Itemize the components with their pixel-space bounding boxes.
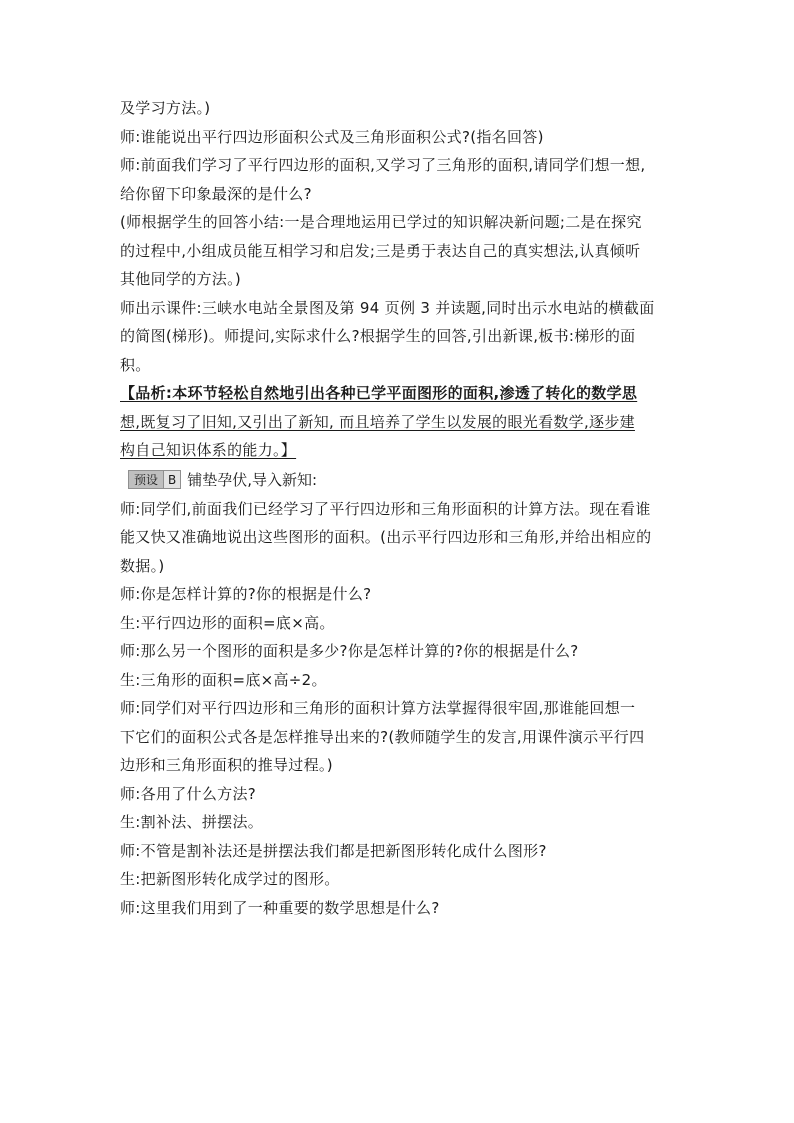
text-line: 生:平行四边形的面积=底×高。 [120, 613, 335, 632]
text-line: 师:那么另一个图形的面积是多少?你是怎样计算的?你的根据是什么? [120, 642, 579, 660]
preset-badge [128, 470, 181, 489]
text-line: 生:把新图形转化成学过的图形。 [120, 870, 340, 888]
text-line: (师根据学生的回答小结:一是合理地运用已学过的知识解决新问题;二是在探究 [120, 213, 642, 231]
text-line: 其他同学的方法。) [120, 270, 242, 288]
text-line: 的过程中,小组成员能互相学习和启发;三是勇于表达自己的真实想法,认真倾听 [120, 241, 641, 260]
text-line: 师:前面我们学习了平行四边形的面积,又学习了三角形的面积,请同学们想一想, [120, 156, 646, 174]
text-line: 师:你是怎样计算的?你的根据是什么? [120, 585, 372, 603]
text-line: 边形和三角形面积的推导过程。) [120, 756, 333, 774]
text-line: 的简图(梯形)。师提问,实际求什么?根据学生的回答,引出新课,板书:梯形的面 [120, 327, 636, 345]
preset-title: 铺垫孕伏,导入新知: [187, 470, 318, 489]
analysis-line: 【品析:本环节轻松自然地引出各种已学平面图形的面积,渗透了转化的数学思 [120, 384, 638, 402]
text-line: 数据。) [120, 556, 165, 575]
text-line: 师出示课件:三峡水电站全景图及第 94 页例 3 并读题,同时出示水电站的横截面 [120, 298, 655, 317]
text-line: 给你留下印象最深的是什么? [120, 184, 312, 203]
analysis-line: 想,既复习了旧知,又引出了新知, 而且培养了学生以发展的眼光看数学,逐步建 [120, 412, 635, 431]
preset-badge-letter: B [163, 471, 180, 488]
preset-badge-label: 预设 [129, 471, 163, 488]
text-line: 及学习方法。) [120, 99, 211, 117]
text-line: 能又快又准确地说出这些图形的面积。(出示平行四边形和三角形,并给出相应的 [120, 528, 652, 546]
text-line: 师:这里我们用到了一种重要的数学思想是什么? [120, 898, 440, 917]
text-line: 师:同学们,前面我们已经学习了平行四边形和三角形面积的计算方法。现在看谁 [120, 499, 651, 518]
text-line: 积。 [120, 355, 151, 374]
text-line: 生:三角形的面积=底×高÷2。 [120, 670, 327, 689]
text-line: 师:同学们对平行四边形和三角形的面积计算方法掌握得很牢固,那谁能回想一 [120, 699, 636, 717]
analysis-line: 构自己知识体系的能力。】 [120, 441, 297, 459]
page-content [120, 94, 680, 922]
text-line: 生:割补法、拼摆法。 [120, 813, 264, 831]
text-line: 下它们的面积公式各是怎样推导出来的?(教师随学生的发言,用课件演示平行四 [120, 727, 645, 746]
preset-heading [120, 465, 680, 495]
text-line: 师:不管是割补法还是拼摆法我们都是把新图形转化成什么图形? [120, 841, 547, 860]
text-line: 师:各用了什么方法? [120, 784, 257, 803]
text-line: 师:谁能说出平行四边形面积公式及三角形面积公式?(指名回答) [120, 127, 544, 146]
